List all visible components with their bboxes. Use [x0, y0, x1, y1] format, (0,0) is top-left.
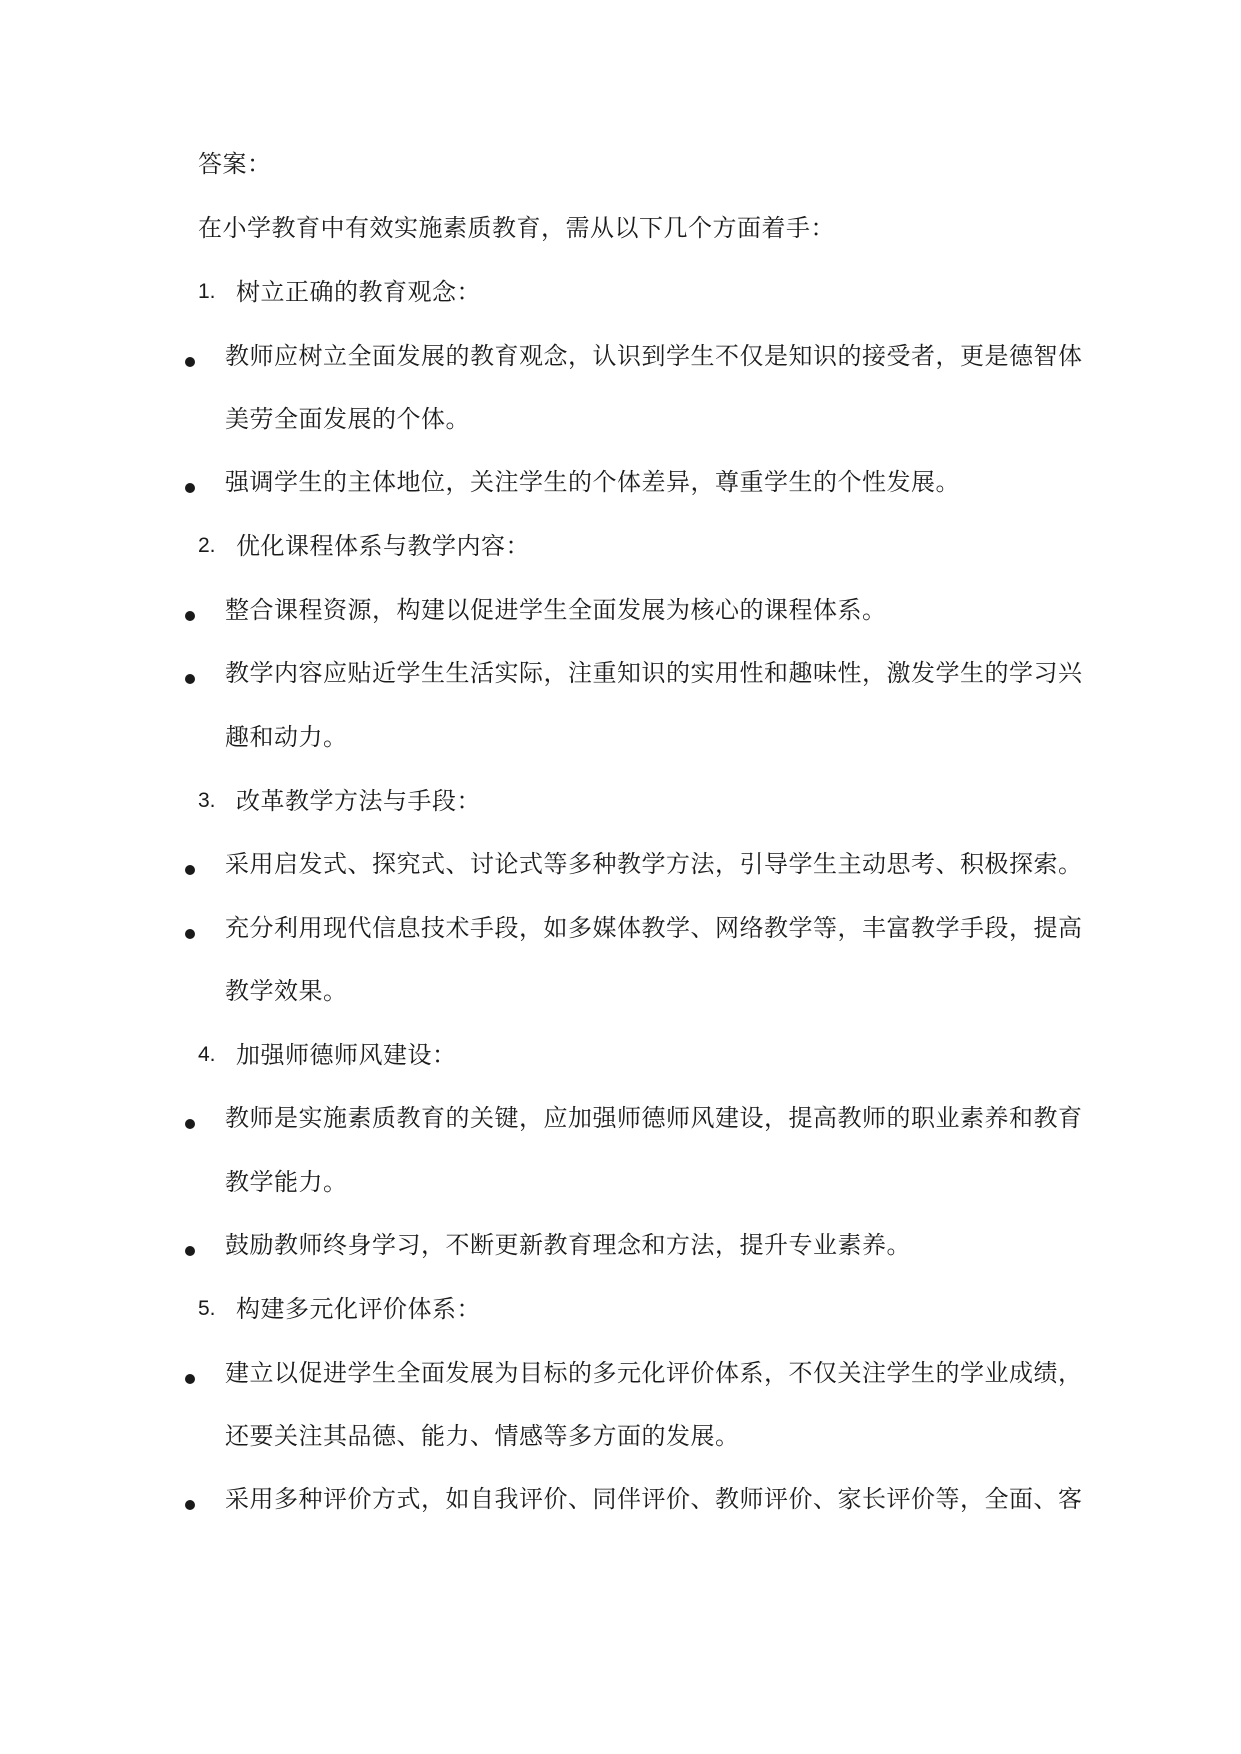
bullet-text: 强调学生的主体地位，关注学生的个体差异，尊重学生的个性发展。: [225, 468, 960, 496]
bullet-dot: [185, 483, 195, 493]
bullet-text: 采用多种评价方式，如自我评价、同伴评价、教师评价、家长评价等，全面、客: [225, 1485, 1083, 1513]
section-title: 优化课程体系与教学内容：: [236, 532, 530, 560]
bullet-text: 采用启发式、探究式、讨论式等多种教学方法，引导学生主动思考、积极探索。: [225, 850, 1083, 878]
section-number: 4.: [198, 1043, 216, 1066]
bullet-dot: [185, 611, 195, 621]
section-heading-1: [198, 276, 1098, 308]
section-number: 2.: [198, 534, 216, 557]
bullet-dot: [185, 1119, 195, 1129]
bullet-text-continued: 趣和动力。: [225, 723, 348, 751]
section-number: 5.: [198, 1297, 216, 1320]
section-title: 树立正确的教育观念：: [236, 278, 481, 306]
bullet-text: 教师是实施素质教育的关键，应加强师德师风建设，提高教师的职业素养和教育: [225, 1104, 1083, 1132]
bullet-text: 教师应树立全面发展的教育观念，认识到学生不仅是知识的接受者，更是德智体: [225, 342, 1083, 370]
bullet-text: 充分利用现代信息技术手段，如多媒体教学、网络教学等，丰富教学手段，提高: [225, 914, 1083, 942]
bullet-text-continued: 美劳全面发展的个体。: [225, 405, 470, 433]
bullet-text: 教学内容应贴近学生生活实际，注重知识的实用性和趣味性，激发学生的学习兴: [225, 659, 1083, 687]
bullet-text-continued: 还要关注其品德、能力、情感等多方面的发展。: [225, 1422, 740, 1450]
section-title: 加强师德师风建设：: [236, 1041, 457, 1069]
bullet-text: 建立以促进学生全面发展为目标的多元化评价体系，不仅关注学生的学业成绩，: [225, 1359, 1083, 1387]
section-number: 1.: [198, 280, 216, 303]
bullet-dot: [185, 1246, 195, 1256]
bullet-text: 鼓励教师终身学习，不断更新教育理念和方法，提升专业素养。: [225, 1231, 911, 1259]
bullet-dot: [185, 1500, 195, 1510]
section-number: 3.: [198, 789, 216, 812]
section-heading-4: [198, 1039, 1098, 1071]
intro-paragraph: 在小学教育中有效实施素质教育，需从以下几个方面着手：: [198, 214, 835, 242]
bullet-dot: [185, 865, 195, 875]
bullet-dot: [185, 1374, 195, 1384]
bullet-dot: [185, 929, 195, 939]
section-heading-3: [198, 785, 1098, 817]
bullet-dot: [185, 674, 195, 684]
bullet-text-continued: 教学能力。: [225, 1168, 348, 1196]
section-heading-5: [198, 1293, 1098, 1325]
bullet-dot: [185, 357, 195, 367]
section-title: 改革教学方法与手段：: [236, 787, 481, 815]
section-title: 构建多元化评价体系：: [236, 1295, 481, 1323]
answer-heading: 答案：: [198, 150, 272, 178]
bullet-text-continued: 教学效果。: [225, 977, 348, 1005]
bullet-text: 整合课程资源，构建以促进学生全面发展为核心的课程体系。: [225, 596, 887, 624]
section-heading-2: [198, 530, 1098, 562]
